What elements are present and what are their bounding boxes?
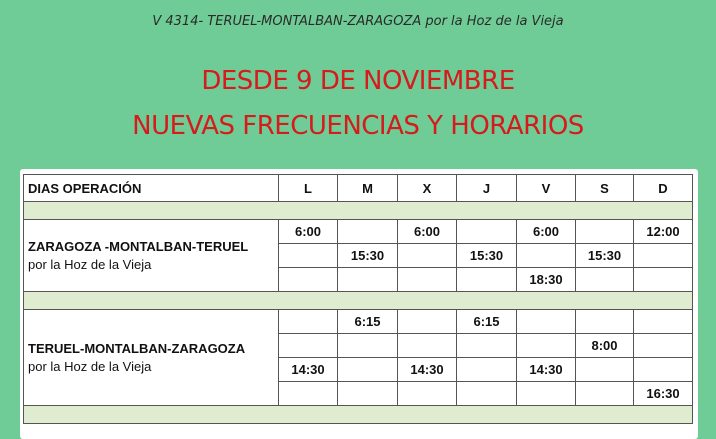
departure-time-cell: 6:00 [517, 220, 576, 244]
departure-time-cell [338, 358, 398, 382]
timetable-row [24, 310, 693, 334]
departure-time-cell [398, 244, 457, 268]
departure-time-cell: 6:15 [457, 310, 517, 334]
departure-time-cell [338, 220, 398, 244]
day-header: M [338, 175, 398, 202]
departure-time-cell: 18:30 [517, 268, 576, 292]
day-header: D [634, 175, 693, 202]
departure-time-cell [398, 268, 457, 292]
separator-cell [24, 406, 693, 424]
departure-time-cell [634, 358, 693, 382]
day-header: L [279, 175, 338, 202]
departure-time-cell [634, 310, 693, 334]
departure-time-cell: 15:30 [457, 244, 517, 268]
departure-time-cell [457, 358, 517, 382]
departure-time-cell [279, 310, 338, 334]
route-name: TERUEL-MONTALBAN-ZARAGOZA [28, 340, 246, 356]
departure-time-cell [398, 334, 457, 358]
departure-time-cell [279, 244, 338, 268]
departure-time-cell [279, 382, 338, 406]
header-row [24, 175, 693, 202]
departure-time-cell: 6:15 [338, 310, 398, 334]
separator-row [24, 292, 693, 310]
departure-time-cell: 12:00 [634, 220, 693, 244]
schedule-table [23, 174, 693, 424]
departure-time-cell [576, 268, 634, 292]
departure-time-cell: 6:00 [398, 220, 457, 244]
departure-time-cell [517, 334, 576, 358]
day-header: J [457, 175, 517, 202]
route-cell [24, 310, 279, 406]
dias-operacion-label: DIAS OPERACIÓN [24, 175, 279, 202]
departure-time-cell: 14:30 [398, 358, 457, 382]
schedule-card [20, 169, 698, 439]
departure-time-cell: 14:30 [517, 358, 576, 382]
departure-time-cell: 16:30 [634, 382, 693, 406]
separator-cell [24, 202, 693, 220]
departure-time-cell: 14:30 [279, 358, 338, 382]
departure-time-cell [576, 358, 634, 382]
departure-time-cell [634, 268, 693, 292]
headline-date: DESDE 9 DE NOVIEMBRE [201, 66, 515, 96]
route-subtitle: V 4314- TERUEL-MONTALBAN-ZARAGOZA por la Hoz de la Vieja [152, 14, 564, 29]
separator-cell [24, 292, 693, 310]
departure-time-cell: 15:30 [338, 244, 398, 268]
departure-time-cell [576, 220, 634, 244]
departure-time-cell [279, 334, 338, 358]
departure-time-cell: 6:00 [279, 220, 338, 244]
departure-time-cell [338, 334, 398, 358]
departure-time-cell [517, 310, 576, 334]
day-header: S [576, 175, 634, 202]
departure-time-cell [338, 382, 398, 406]
departure-time-cell [457, 382, 517, 406]
day-header: V [517, 175, 576, 202]
departure-time-cell [634, 244, 693, 268]
departure-time-cell [398, 382, 457, 406]
departure-time-cell [279, 268, 338, 292]
departure-time-cell [398, 310, 457, 334]
departure-time-cell: 8:00 [576, 334, 634, 358]
route-cell [24, 220, 279, 292]
departure-time-cell [576, 310, 634, 334]
departure-time-cell [457, 220, 517, 244]
departure-time-cell [634, 334, 693, 358]
departure-time-cell [457, 334, 517, 358]
departure-time-cell [576, 382, 634, 406]
headline-frequencies: NUEVAS FRECUENCIAS Y HORARIOS [132, 111, 584, 141]
departure-time-cell [457, 268, 517, 292]
departure-time-cell [517, 382, 576, 406]
departure-time-cell [517, 244, 576, 268]
day-header: X [398, 175, 457, 202]
separator-row [24, 202, 693, 220]
departure-time-cell [338, 268, 398, 292]
timetable-row [24, 220, 693, 244]
route-name: ZARAGOZA -MONTALBAN-TERUEL [28, 238, 249, 254]
separator-row [24, 406, 693, 424]
route-via: por la Hoz de la Vieja [28, 256, 152, 272]
departure-time-cell: 15:30 [576, 244, 634, 268]
route-via: por la Hoz de la Vieja [28, 358, 152, 374]
